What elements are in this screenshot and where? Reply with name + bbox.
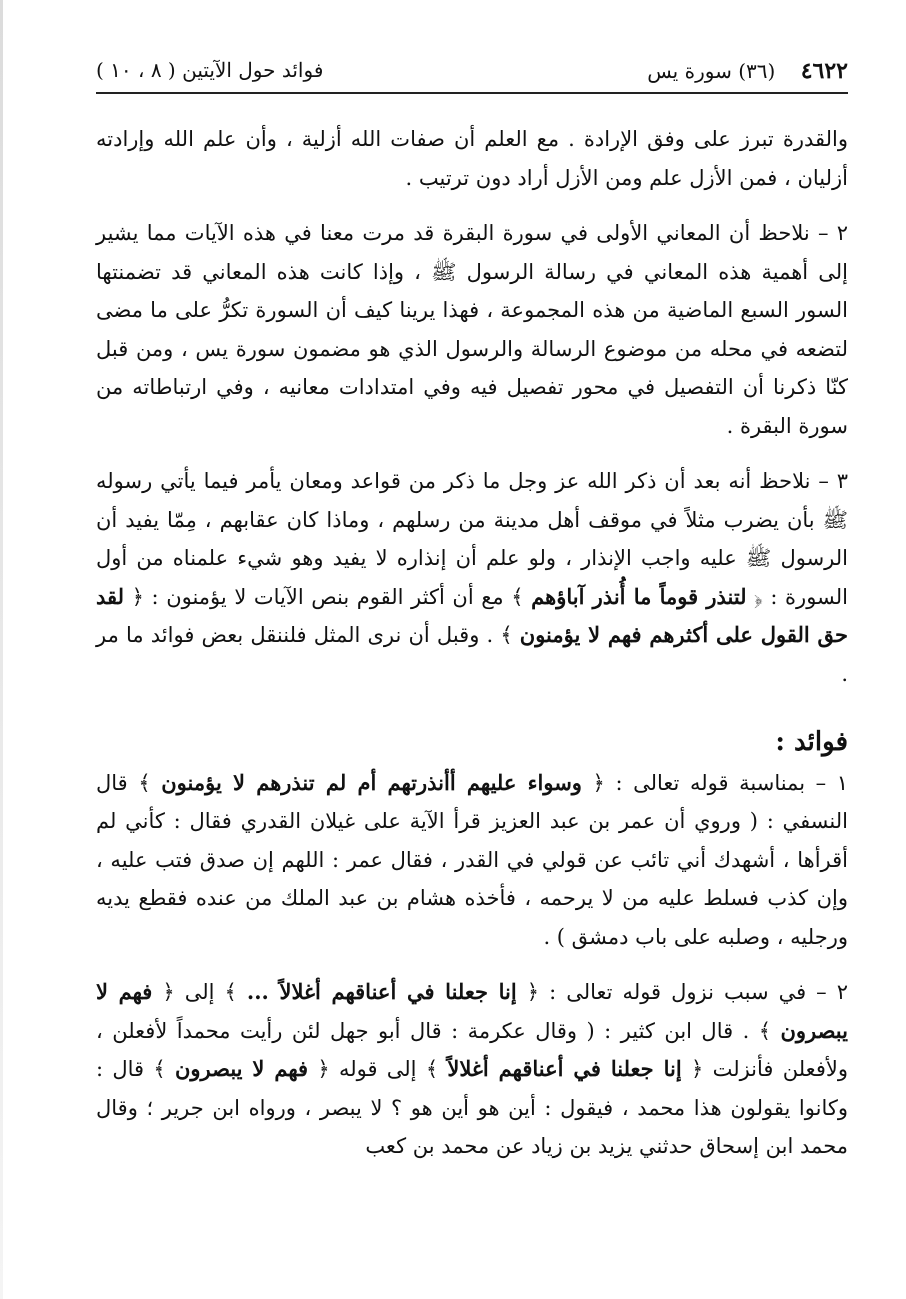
note-3-text-c: . وقبل أن نرى المثل فلننقل بعض فوائد ما مر . — [96, 623, 848, 686]
ornament-open: ﴿ — [131, 584, 144, 609]
intro-paragraph: والقدرة تبرز على وفق الإرادة . مع العلم أن صفات الله أزلية ، وأن علم الله وإرادته أزليان ، فمن الأزل علم ومن الأزل أراد دون ترتيب . — [96, 127, 848, 190]
page-number: ٤٦٢٢ — [800, 58, 848, 84]
header-rule — [96, 92, 848, 94]
quran-quote: لتنذر قوماً ما أُنذر آباؤهم — [531, 583, 747, 609]
note-2: ٢ – نلاحظ أن المعاني الأولى في سورة البقرة قد مرت معنا في هذه الآيات مما يشير إلى أهمية هذه المعاني في رسالة الرسول ﷺ ، وإذا كانت هذه المعاني قد تضمنتها السور السبع الماضية من هذه المجموعة ، فهذا يرينا كيف أن السورة تكرُّ على ما مضى لتضعه في محله من موضوع الرسالة والرسول الذي هو مضمون سورة يس ، ومن قبل كنّا ذكرنا أن التفصيل في محور تفصيل فيه وفي امتدادات معانيه ، وفي ارتباطاته من سورة البقرة . — [96, 221, 848, 438]
faida-2 — [96, 973, 848, 1166]
ornament-close: ﴾ — [425, 1057, 439, 1081]
note-3 — [96, 462, 848, 693]
faida-2-text-b: إلى — [174, 980, 215, 1004]
quran-quote: وسواء عليهم أأنذرتهم أم لم تنذرهم لا يؤمنون — [161, 769, 582, 795]
faida-2-text-a: ٢ – في سبب نزول قوله تعالى : — [539, 980, 848, 1004]
faida-1-text-b: قال النسفي : ( وروي أن عمر بن عبد العزيز قرأ الآية على غيلان القدري فقال : كأني لم أقرأها ، أشهدك أني تائب عن قولي في القدر ، فقال عمر : اللهم إن صدق فتب عليه ، وإن كذب فسلط عليه من لا يرحمه ، فأخذه هشام بن عبد الملك من عنده فقطع يديه ورجليه ، وصلبه على باب دمشق ) . — [96, 770, 848, 949]
quran-quote: فهم لا يبصرون — [174, 1056, 309, 1081]
faida-1-text-a: ١ – بمناسبة قوله تعالى : — [604, 770, 849, 795]
ornament-open: ﴿ — [754, 584, 763, 609]
quran-quote: إنا جعلنا في أعناقهم أغلالاً — [447, 1056, 682, 1081]
page-body — [96, 120, 848, 1183]
ornament-close: ﴾ — [500, 623, 513, 647]
quran-quote: إنا جعلنا في أعناقهم أغلالاً ... — [246, 979, 517, 1004]
faida-2-text-d: إلى قوله — [329, 1057, 417, 1081]
note-3-text-a: ٣ – نلاحظ أنه بعد أن ذكر الله عز وجل ما ذكر من قواعد ومعان يأمر فيما يأتي رسوله ﷺ بأن يضرب مثلاً في موقف أهل مدينة من رسلهم ، وماذا كان عقابهم ، مِمّا يفيد أن الرسول ﷺ عليه واجب الإنذار ، ولو علم أن إنذاره لا يفيد وهو شيء علمناه من أول السورة : — [96, 469, 849, 609]
note-3-text-b: مع أن أكثر القوم بنص الآيات لا يؤمنون : — [143, 584, 504, 609]
ornament-open: ﴿ — [162, 980, 175, 1004]
ornament-close: ﴾ — [511, 584, 524, 609]
ornament-open: ﴿ — [592, 770, 605, 795]
section-title: فوائد حول الآيتين ( ٨ ، ١٠ ) — [96, 58, 324, 82]
ornament-close: ﴾ — [758, 1018, 771, 1043]
ornament-open: ﴿ — [526, 980, 540, 1004]
ornament-open: ﴿ — [317, 1057, 330, 1081]
ornament-close: ﴾ — [153, 1057, 166, 1081]
running-header — [96, 52, 848, 90]
ornament-close: ﴾ — [138, 770, 151, 795]
quran-quote: لقد حق القول على أكثرهم فهم لا يؤمنون — [96, 583, 848, 647]
header-right — [647, 58, 848, 84]
fawaid-heading: فوائد : — [775, 727, 848, 757]
scan-edge — [0, 0, 3, 1299]
ornament-open: ﴿ — [690, 1057, 704, 1081]
ornament-close: ﴾ — [224, 980, 237, 1004]
faida-2-text-c: . قال ابن كثير : ( وقال عكرمة : قال أبو جهل لئن رأيت محمداً لأفعلن ، ولأفعلن فأنزلت — [96, 1018, 848, 1081]
faida-1 — [96, 764, 848, 957]
faida-2-text-e: قال : وكانوا يقولون هذا محمد ، فيقول : أين هو أين هو ؟ لا يبصر ، ورواه ابن جرير ؛ وقال محمد ابن إسحاق حدثني يزيد بن زياد عن محمد بن كعب — [96, 1057, 848, 1158]
quran-quote: فهم لا يبصرون — [96, 979, 848, 1043]
surah-title: (٣٦) سورة يس — [647, 59, 776, 83]
